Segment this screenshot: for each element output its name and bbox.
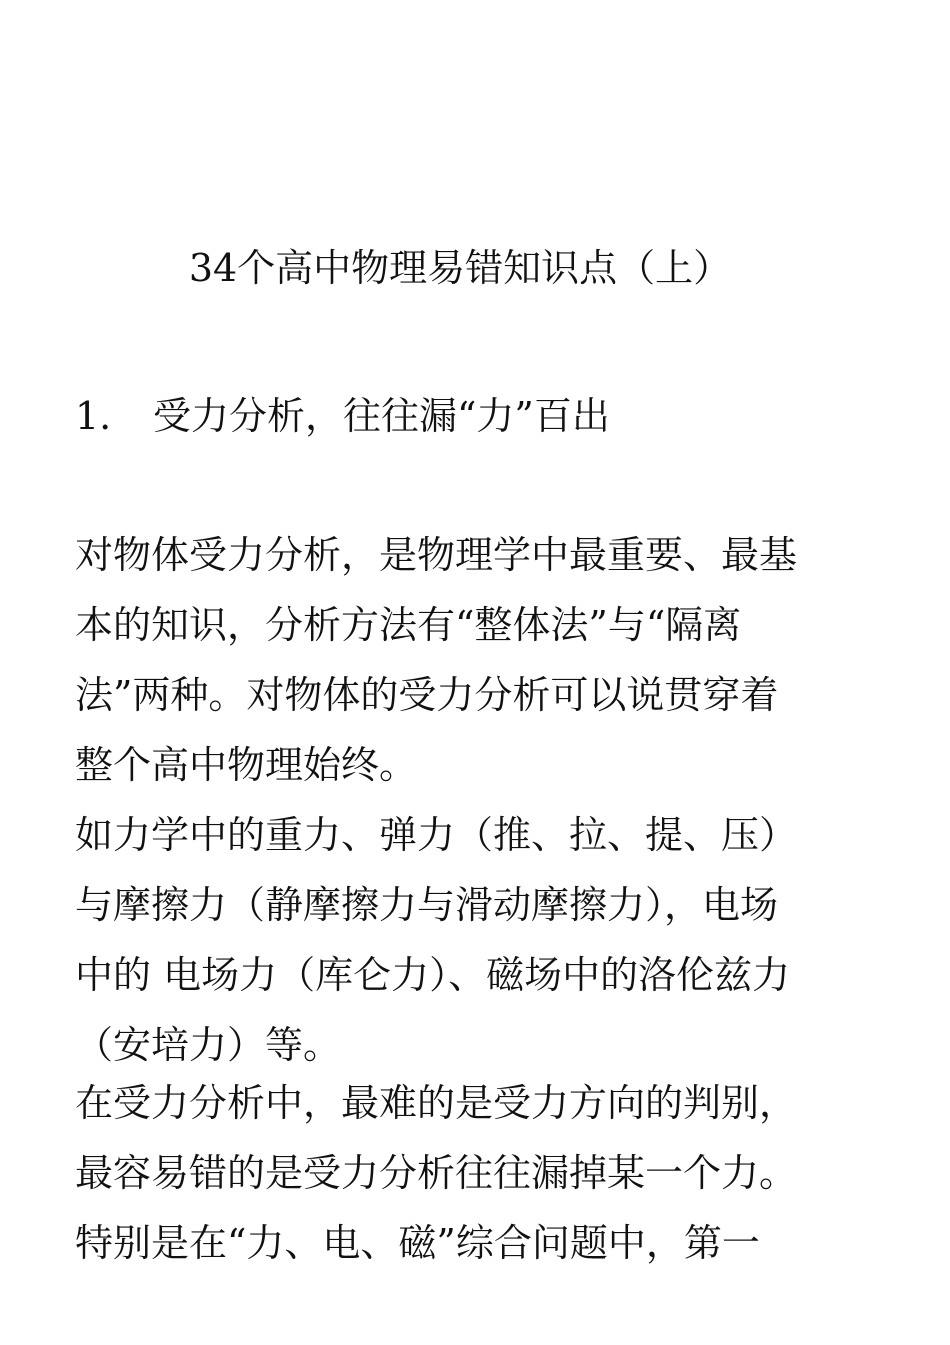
- paragraph-1: [75, 520, 875, 800]
- section-number: 1.: [75, 394, 112, 438]
- paragraph-line: 特别是在“力、电、磁”综合问题中，第一: [75, 1221, 760, 1265]
- section-heading: [75, 388, 610, 444]
- paragraph-line: 本的知识，分析方法有“整体法”与“隔离: [75, 603, 742, 647]
- paragraph-line: 在受力分析中，最难的是受力方向的判别，: [75, 1081, 798, 1125]
- paragraph-line: 法”两种。对物体的受力分析可以说贯穿着: [75, 673, 779, 717]
- paragraph-3: [75, 1068, 875, 1278]
- paragraph-line: （安培力）等。: [75, 1023, 342, 1067]
- paragraph-line: 整个高中物理始终。: [75, 743, 418, 787]
- document-title: 34个高中物理易错知识点（上）: [188, 246, 732, 290]
- paragraph-line: 对物体受力分析，是物理学中最重要、最基: [75, 533, 798, 577]
- paragraph-line: 最容易错的是受力分析往往漏掉某一个力。: [75, 1151, 798, 1195]
- paragraph-line: 中的 电场力（库仑力）、磁场中的洛伦兹力: [75, 953, 791, 997]
- paragraph-2: [75, 800, 875, 1080]
- paragraph-line: 如力学中的重力、弹力（推、拉、提、压）: [75, 813, 798, 857]
- section-heading-text: 受力分析，往往漏“力”百出: [153, 394, 610, 438]
- paragraph-line: 与摩擦力（静摩擦力与滑动摩擦力），电场: [75, 883, 779, 927]
